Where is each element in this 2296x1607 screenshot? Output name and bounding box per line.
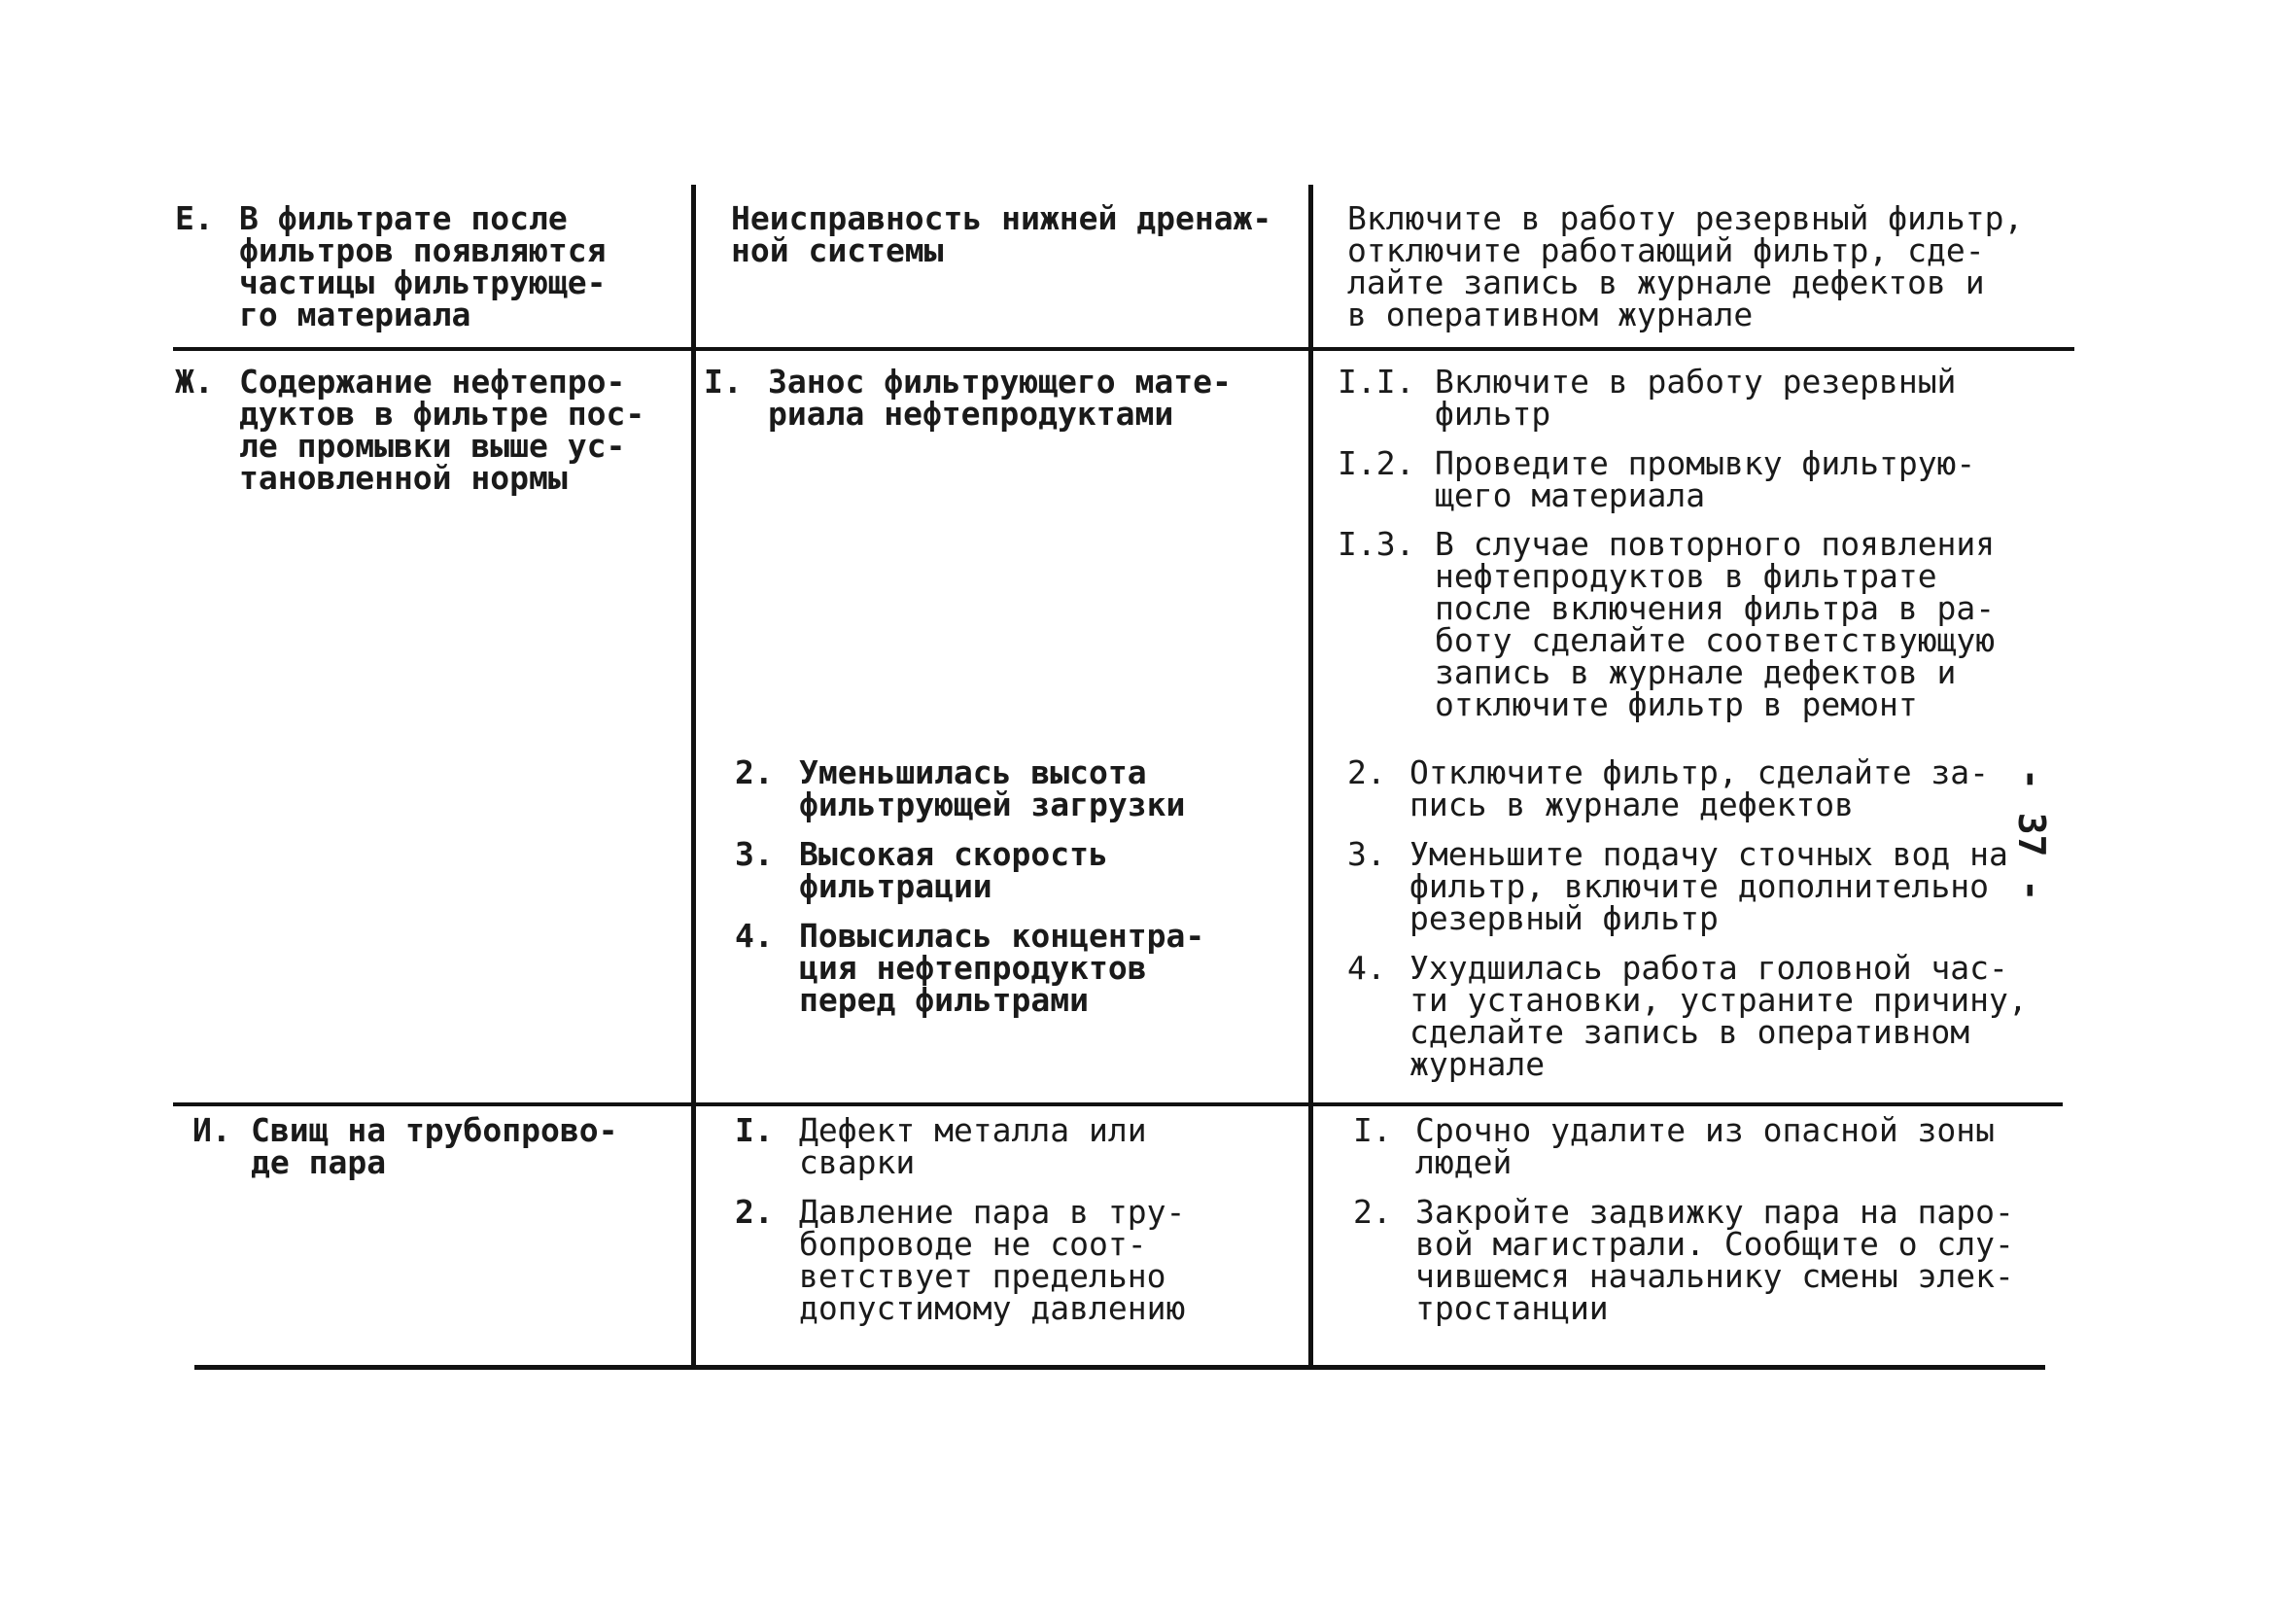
action-line: В случае повторного появления (1435, 525, 1996, 563)
row-i-cause-2 (735, 1193, 1299, 1327)
row-divider-2 (173, 1102, 2063, 1106)
column-divider-2 (1308, 185, 1313, 1369)
action-line: тростанции (1415, 1289, 1609, 1327)
item-number: 3. (1347, 835, 1386, 873)
action-line: запись в журнале дефектов и (1435, 653, 1957, 691)
row-zh-action-1-1 (1338, 363, 2057, 433)
cause-line: ветствует предельно (799, 1257, 1166, 1295)
action-line: нефтепродуктов в фильтрате (1435, 557, 1937, 595)
column-divider-1 (691, 185, 696, 1369)
action-line: сделайте запись в оперативном (1409, 1013, 1970, 1051)
row-zh-cause-3 (735, 835, 1299, 905)
row-key: И. (192, 1111, 231, 1149)
cause-line: Дефект металла или (799, 1111, 1147, 1149)
cause-line: ной системы (731, 231, 944, 269)
action-line: чившемся начальнику смены элек- (1415, 1257, 2014, 1295)
row-i-action-2 (1353, 1193, 2063, 1327)
action-line: в оперативном журнале (1347, 296, 1754, 333)
item-number: 3. (735, 835, 774, 873)
row-zh-action-1-2 (1338, 444, 2057, 514)
item-number: I.I. (1338, 363, 1415, 401)
action-line: щего материала (1435, 476, 1706, 514)
condition-line: дуктов в фильтре пос- (239, 395, 645, 433)
row-zh-cause-2 (735, 753, 1299, 823)
cause-line: допустимому давлению (799, 1289, 1186, 1327)
action-line: лайте запись в журнале дефектов и (1347, 263, 1985, 301)
cause-line: Давление пара в тру- (799, 1193, 1186, 1231)
action-line: фильтр, включите дополнительно (1409, 867, 1990, 905)
cause-line: перед фильтрами (799, 981, 1090, 1019)
action-line: резервный фильтр (1409, 899, 1719, 937)
condition-line: Свищ на трубопрово- (251, 1111, 618, 1149)
action-line: Проведите промывку фильтрую- (1435, 444, 1976, 482)
action-line: журнале (1409, 1045, 1546, 1083)
action-line: Ухудшилась работа головной час- (1409, 949, 2008, 987)
cause-line: Занос фильтрующего мате- (768, 363, 1232, 401)
row-divider-1 (173, 347, 2074, 351)
condition-line: ле промывки выше ус- (239, 427, 626, 465)
item-number: I.2. (1338, 444, 1415, 482)
row-i-action-1 (1353, 1111, 2063, 1181)
action-line: Уменьшите подачу сточных вод на (1409, 835, 2008, 873)
row-zh-cause-1 (704, 363, 1297, 433)
condition-line: тановленной нормы (239, 459, 568, 497)
cause-line: фильтрующей загрузки (799, 786, 1186, 823)
cause-line: Высокая скорость (799, 835, 1108, 873)
table-bottom-rule (194, 1365, 2045, 1370)
action-line: отключите работающий фильтр, сде- (1347, 231, 1985, 269)
action-line: ти установки, устраните причину, (1409, 981, 2028, 1019)
cause-line: бопроводе не соот- (799, 1225, 1147, 1263)
action-line: Включите в работу резервный (1435, 363, 1957, 401)
action-line: отключите фильтр в ремонт (1435, 685, 1918, 723)
action-line: вой магистрали. Сообщите о слу- (1415, 1225, 2014, 1263)
condition-line: В фильтрате после (239, 199, 568, 237)
condition-line: фильтров появляются (239, 231, 607, 269)
action-line: людей (1415, 1143, 1513, 1181)
row-i-cause-1 (735, 1111, 1299, 1181)
action-line: после включения фильтра в ра- (1435, 589, 1996, 627)
action-line: фильтр (1435, 395, 1551, 433)
action-line: Отключите фильтр, сделайте за- (1409, 753, 1990, 791)
row-zh-cause-4 (735, 917, 1299, 1019)
item-number: I. (735, 1111, 774, 1149)
action-line: Закройте задвижку пара на паро- (1415, 1193, 2014, 1231)
item-number: I. (704, 363, 743, 401)
row-e-cause (731, 199, 1295, 269)
item-number: 4. (1347, 949, 1386, 987)
cause-line: риала нефтепродуктами (768, 395, 1174, 433)
row-zh-action-2 (1347, 753, 2057, 823)
cause-line: Уменьшилась высота (799, 753, 1147, 791)
condition-line: де пара (251, 1143, 387, 1181)
condition-line: го материала (239, 296, 471, 333)
row-zh-action-4 (1347, 949, 2057, 1083)
row-zh-action-1-3 (1338, 525, 2057, 723)
action-line: боту сделайте соответствующую (1435, 621, 1996, 659)
page-number: - 37 - (2010, 768, 2053, 902)
cause-line: ция нефтепродуктов (799, 949, 1147, 987)
item-number: I. (1353, 1111, 1392, 1149)
row-key: Ж. (175, 363, 214, 401)
item-number: 2. (1353, 1193, 1392, 1231)
condition-line: частицы фильтрующе- (239, 263, 607, 301)
cause-line: Неисправность нижней дренаж- (731, 199, 1272, 237)
cause-line: Повысилась концентра- (799, 917, 1205, 955)
item-number: I.3. (1338, 525, 1415, 563)
condition-line: Содержание нефтепро- (239, 363, 626, 401)
row-e-action (1347, 199, 2047, 333)
item-number: 2. (735, 753, 774, 791)
item-number: 4. (735, 917, 774, 955)
action-line: Включите в работу резервный фильтр, (1347, 199, 2024, 237)
row-key: Е. (175, 199, 214, 237)
action-line: пись в журнале дефектов (1409, 786, 1854, 823)
item-number: 2. (1347, 753, 1386, 791)
action-line: Срочно удалите из опасной зоны (1415, 1111, 1996, 1149)
cause-line: фильтрации (799, 867, 992, 905)
item-number: 2. (735, 1193, 774, 1231)
cause-line: сварки (799, 1143, 916, 1181)
